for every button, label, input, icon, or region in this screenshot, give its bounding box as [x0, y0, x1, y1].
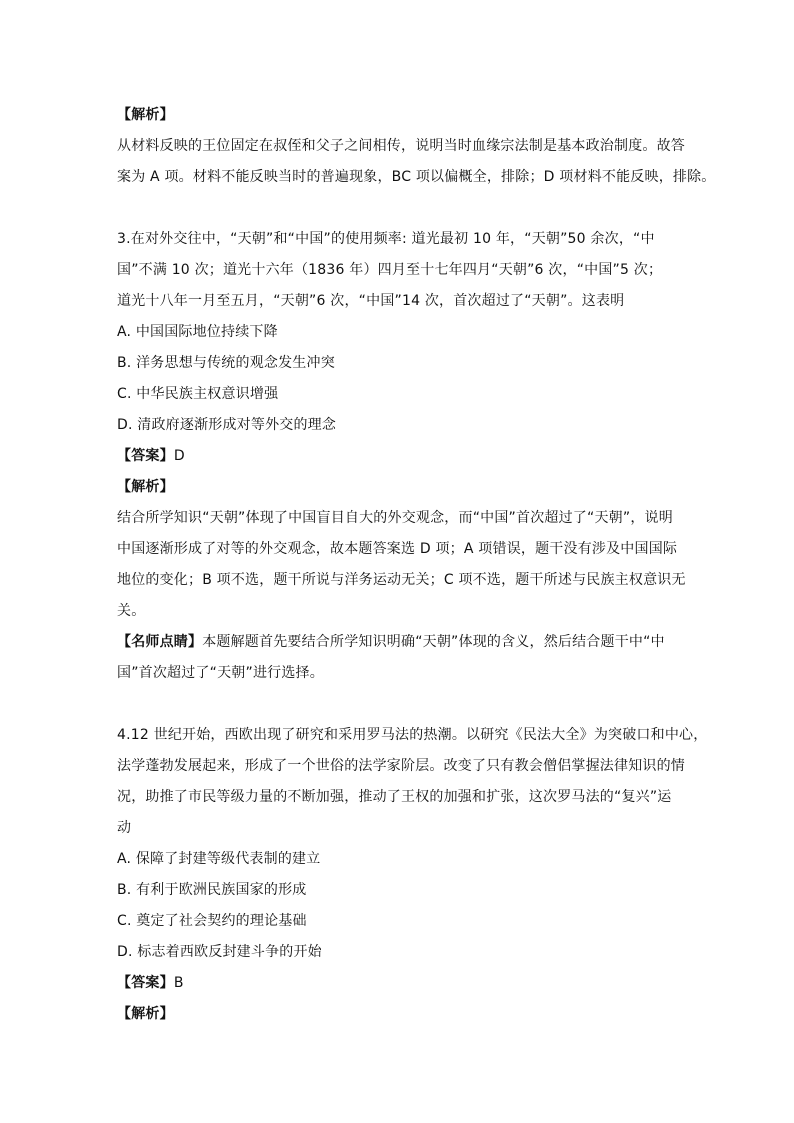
- analysis-line: 地位的变化；B 项不选，题干所说与洋务运动无关；C 项不选，题干所述与民族主权意识无: [117, 572, 686, 588]
- question-line: 国”不满 10 次；道光十六年（1836 年）四月至十七年四月“天朝”6 次，“中国”5 次；: [117, 262, 663, 278]
- question-4-stem: [117, 720, 708, 844]
- option-a: A. 保障了封建等级代表制的建立: [117, 851, 321, 867]
- answer-line: [117, 968, 687, 999]
- option-b: B. 洋务思想与传统的观念发生冲突: [117, 355, 335, 371]
- analysis-label: 【解析】: [117, 479, 174, 495]
- option-c: C. 中华民族主权意识增强: [117, 386, 279, 402]
- analysis-label: 【解析】: [117, 1006, 174, 1022]
- option-d: D. 标志着西欧反封建斗争的开始: [117, 944, 322, 960]
- tip-line: 国”首次超过了“天朝”进行选择。: [117, 665, 324, 681]
- question-4-options: [117, 844, 687, 968]
- analysis-line: 案为 A 项。材料不能反映当时的普遍现象，BC 项以偏概全，排除；D 项材料不能反映，排除。: [117, 169, 716, 185]
- analysis-line: 从材料反映的王位固定在叔侄和父子之间相传，说明当时血缘宗法制是基本政治制度。故答: [117, 138, 685, 154]
- question-line: 道光十八年一月至五月，“天朝”6 次，“中国”14 次，首次超过了“天朝”。这表明: [117, 293, 625, 309]
- question-line: 3.在对外交往中，“天朝”和“中国”的使用频率: 道光最初 10 年，“天朝”50 余次，“中: [117, 231, 655, 247]
- analysis-text: [117, 503, 687, 627]
- option-a: A. 中国国际地位持续下降: [117, 324, 278, 340]
- option-d: D. 清政府逐渐形成对等外交的理念: [117, 417, 337, 433]
- option-b: B. 有利于欧洲民族国家的形成: [117, 882, 307, 898]
- tip-label: 【名师点睛】: [117, 634, 203, 650]
- teacher-tip: [117, 627, 687, 689]
- analysis-text: [117, 131, 716, 193]
- analysis-line: 关。: [117, 603, 146, 619]
- answer-value: D: [173, 448, 185, 464]
- question-line: 动: [117, 820, 132, 836]
- tip-line: [117, 627, 687, 658]
- analysis-line: 中国逐渐形成了对等的外交观念，故本题答案选 D 项；A 项错误，题干没有涉及中国国际: [117, 541, 678, 557]
- analysis-line: 结合所学知识“天朝”体现了中国盲目自大的外交观念，而“中国”首次超过了“天朝”，说明: [117, 510, 673, 526]
- analysis-label: 【解析】: [117, 107, 174, 123]
- question-line: 法学蓬勃发展起来，形成了一个世俗的法学家阶层。改变了只有教会僧侣掌握法律知识的情: [117, 758, 685, 774]
- answer-value: B: [173, 975, 184, 991]
- question-3-options: [117, 317, 687, 441]
- answer-label: 【答案】: [117, 975, 174, 991]
- answer-label: 【答案】: [117, 448, 174, 464]
- question-3-stem: [117, 224, 687, 317]
- answer-line: [117, 441, 687, 472]
- question-line: 况，助推了市民等级力量的不断加强，推动了王权的加强和扩张，这次罗马法的“复兴”运: [117, 789, 672, 805]
- question-line: 4.12 世纪开始，西欧出现了研究和采用罗马法的热潮。以研究《民法大全》为突破口和中心，: [117, 727, 708, 743]
- document-page: [117, 100, 716, 1030]
- tip-text: 本题解题首先要结合所学知识明确“天朝”体现的含义，然后结合题干中“中: [202, 634, 665, 650]
- option-c: C. 奠定了社会契约的理论基础: [117, 913, 307, 929]
